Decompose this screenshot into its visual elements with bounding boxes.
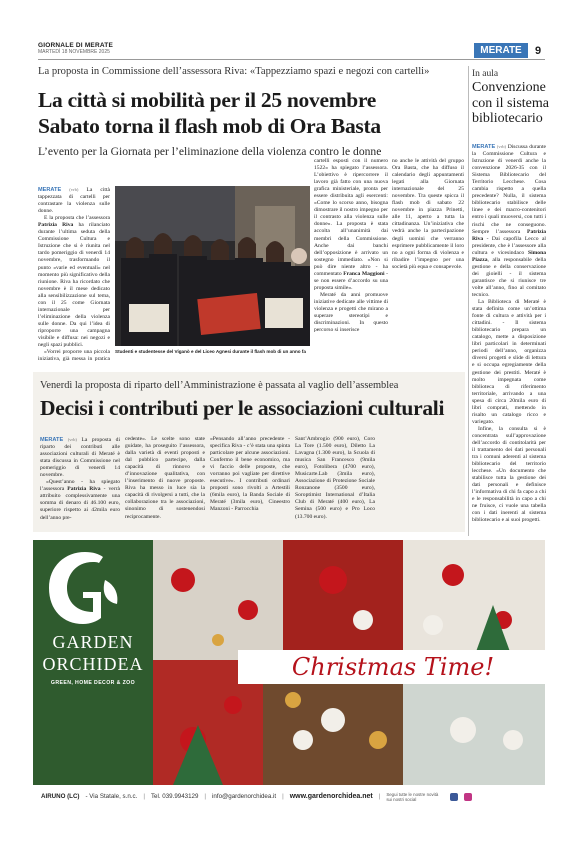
paragraph-text: - Dai capofila Lecco al presidente, che è l’assessore alla cultura e vicesindaco [472, 235, 546, 256]
separator: | [204, 793, 207, 800]
paragraph-text: cedente». Le scelte sono state guidate, ha proseguito l’assessora, dalla varietà di eventi proposti e dal pubblico partecipe, dalla capacità di rinnovo e d’innovazione qualitativa, con l’inserimento di nuove proposte. Riva ha messo in luce sia la capacità di rivolgersi a tutti, che la collaborazione tra le associazioni, sinonimo di sostenendosi reciprocamente. [125, 436, 205, 520]
facebook-icon[interactable] [450, 793, 458, 801]
paragraph-text: , alla responsabile della gestione e della conservazione dei gioielli - il sistema garantisce che si riunisce tre volte all’anno, fino al comitato tecnico. [472, 256, 546, 298]
paragraph-text: no anche le attività del gruppo Ora Basta, che ha diffuso il calendario degli appuntamenti legati alla Giornata internazionale del 25 novembre. Tra queste spicca il flash mob di sabato 22 novembre in piazza Prinetti, alle 11, aperto a tutta la cittadinanza. Un’iniziativa che vedrà anche la partecipazione degli uomini che verranno esprimere pubblicamente il loro no a ogni forma di violenza e ribadire l’impegno per una società più equa e consapevole. [392, 158, 464, 270]
ad-email[interactable]: info@gardenorchidea.it [212, 793, 277, 800]
paragraph-text: «Vorrei proporre una piccola iniziativa, già messa in pratica [38, 349, 110, 361]
paragraph-text: Discussa durante la Commissione Cultura e Istruzione di venerdì anche la convenzione 2026-35 con il Sistema Bibliotecario del Territorio Lecchese. Cosa cambia rispetto a quella precedente? Nulla, il sistema bibliotecario stabilisce delle linee e dei macro-contenitori entro i quali muoversi, con tutti i rischi che ne conseguono. Sempre l’assessora [472, 144, 546, 235]
article-2-column-2 [125, 436, 205, 528]
dateline: MERATE [472, 144, 496, 150]
garden-orchidea-ad [33, 540, 545, 808]
flash-mob-photo [115, 186, 310, 346]
lead-paragraph: La città tappezzata di cartelli per contrastare la violenza sulle donne. [38, 187, 110, 215]
ad-social-text: Segui tutte le nostre novità sui nostri social [386, 791, 439, 802]
paragraph-text: La proposta di riparto dei contributi alle associazioni culturali di Meraté è stata discussa in Commissione nel pomeriggio di venerdì 14 novembre. [40, 437, 120, 479]
article-column-3 [392, 158, 464, 368]
article-column-1 [38, 186, 110, 361]
byline: (vrb) [69, 187, 79, 192]
person-name: Franca Maggioni [343, 270, 385, 277]
paragraph-text: «Quest’anno - ha spiegato l’assessora [40, 479, 120, 493]
ad-location: AIRUNO (LC) [41, 793, 80, 800]
paragraph-text: ha rilanciato durante l’ultima seduta della Commissione Cultura e Istruzione che si è riunita nel tardo pomeriggio di venerdì 14 novembre, trasformando il punto «varie ed eventuali» nel momento più significativo della riunione. Riva ha ricordato che novembre è il mese dedicato alla sensibilizzazione sul tema, con il 25 come Giornata internazionale per l’eliminazione della violenza sulle donne. Da qui l’idea di riproporre una campagna visibile e diffusa: nei negozi e negli spazi pubblici. [38, 222, 110, 349]
ad-website-link[interactable]: www.gardenorchidea.net [289, 793, 373, 800]
article-subhead: L’evento per la Giornata per l’eliminazione della violenza contro le donne [38, 145, 382, 158]
ad-phone: Tel. 039.9943129 [150, 793, 199, 800]
article-2-kicker: Venerdì la proposta di riparto dell’Amministrazione è passata al vaglio dell’assemblea [40, 380, 399, 391]
paragraph-text: Infine, la consulta si è concentrata sull’approvazione dell’accordo di contitolarità per il trattamento dei dati personali tra i comuni aderenti al sistema bibliotecario del territorio lecchese. «Un documento che stabilisce tutta la gestione dei dati personali e definisce l’informativa di chi fa capo a chi e le responsabilità in capo a chi ne fruisce, ci vuole una tabella con i dati inerenti al sistema bibliotecario e ai suoi progetti. [472, 425, 546, 524]
separator: | [282, 793, 284, 800]
sidebar-kicker: In aula [472, 69, 499, 79]
article-2-headline: Decisi i contributi per le associazioni culturali [40, 396, 445, 420]
dateline: MERATE [40, 437, 64, 443]
dateline: MERATE [38, 187, 62, 193]
ad-footer [33, 785, 545, 808]
instagram-icon[interactable] [464, 793, 472, 801]
ad-brand-line-1: GARDEN [52, 632, 134, 652]
article-column-2 [314, 158, 388, 368]
ad-tagline: GREEN, HOME DECOR & ZOO [50, 680, 136, 686]
article-2-column-4 [295, 436, 375, 528]
person-name: Simona Piazza [472, 249, 546, 263]
article-headline [38, 87, 458, 139]
ad-address: - Via Statale, s.n.c. [85, 793, 138, 800]
sidebar-column [472, 143, 546, 538]
article-2-column-3 [210, 436, 290, 528]
masthead-title: GIORNALE DI MERATE [38, 42, 113, 49]
sidebar-divider [468, 66, 469, 536]
person-name: Patrizia Riva [67, 486, 101, 493]
paragraph-text: La Biblioteca di Meraté è stata definita come un’ottima fonte di cultura e attività per i cittadini. - Il sistema bibliotecario prepara un catalogo, mette a disposizione libri particolari in determinati periodi dell’anno, organizza diversi progetti e slide di lettura e si occupa egregiamente della gestione dei prestiti. Meraté è molto impegnata come biblioteca di riferimento territoriale, arrivando a una spesa di circa 20mila euro di libri comprati, mettendo in risalto un catalogo ricco e variegato. [472, 299, 546, 425]
paragraph-text: E la proposta che l’assessora [44, 215, 110, 222]
masthead-date: MARTEDÌ 18 NOVEMBRE 2025 [38, 49, 110, 55]
sidebar-title: Convenzione con il sistema bibliotecario [472, 80, 549, 126]
paragraph-text: «Pensando all’anno precedente - specifica Riva - c’è stata una spinta particolare per alcune associazioni. Confermo il bene economico, ma vi faccio delle proposte, che vorranno poi vagliate per direttive esecutive». I contributi ordinari proposti sono rivolti a Artestili (6mila euro), la Banda Sociale di Meraté (3mila euro), Cineestro Manzoni - Parrocchia [210, 436, 290, 513]
article-kicker: La proposta in Commissione dell’assessora Riva: «Tappezziamo spazi e negozi con cartelli» [38, 66, 430, 77]
paragraph-text: cartelli esposti con il numero 1522» ha spiegato l’assessora. L’obiettivo è ripercorrere il lavoro già fatto con una nuova grafica ministeriale, pronta per essere distribuita agli esercenti: «Come lo scorso anno, bisogna dimostrare il nostro impegno per il contrasto alla violenza sulle donne». La proposta è stata accolta all’unanimità dai membri della Commissione. Anche dai banchi dell’opposizione è arrivato un sostegno immediato. «Non si può dire niente altro - ha commentato [314, 158, 388, 277]
paragraph-text: Sant’Ambrogio (900 euro), Coro La Tore (1.500 euro), Diletto La Lavagna (1.300 euro), la Scuola di musica San Francesco (9mila euro), Fotolibera (4700 euro), Musicarte.Lab (3mila euro), Associazione di Protezione Sociale Ronzanone (3500 euro), Soroptimist International d’Italia Club di Meraté (400 euro), La Semina (500 euro) e Pro Loco (13.700 euro). [295, 436, 375, 520]
person-name: Patrizia Riva [38, 222, 74, 229]
photo-caption: Studenti e studentesse del Viganò e del Liceo Agnesi durante il flash mob di un anno fa [115, 349, 306, 354]
ad-banner: Christmas Time! [291, 653, 495, 681]
separator: | [143, 793, 145, 800]
page-number: 9 [534, 44, 542, 57]
paragraph-text: - verrà attribuito complessivamente una somma di denaro di 46.100 euro, superiore rispetto ai 42mila euro dell’anno pre- [40, 486, 120, 521]
separator: | [378, 793, 381, 800]
byline: (vrb) [67, 437, 77, 442]
section-tab: MERATE [474, 43, 528, 58]
paragraph-text: - se non essere d’accordo su una proposta simile». [314, 270, 388, 291]
headline-line-2: Sabato torna il flash mob di Ora Basta [38, 114, 381, 138]
headline-line-1: La città si mobilità per il 25 novembre [38, 88, 377, 112]
ad-brand-line-2: ORCHIDEA [42, 654, 144, 674]
byline: (vrb) [496, 144, 507, 149]
header-rule [38, 59, 545, 60]
paragraph-text: Meraté da anni promuove iniziative dedicate alle vittime di violenza e progetti che mirano a superare stereotipi e discriminazioni. In questo percorso si inserisce [314, 291, 388, 334]
article-2-column-1 [40, 436, 120, 528]
person-name: Patrizia Riva [472, 228, 546, 242]
